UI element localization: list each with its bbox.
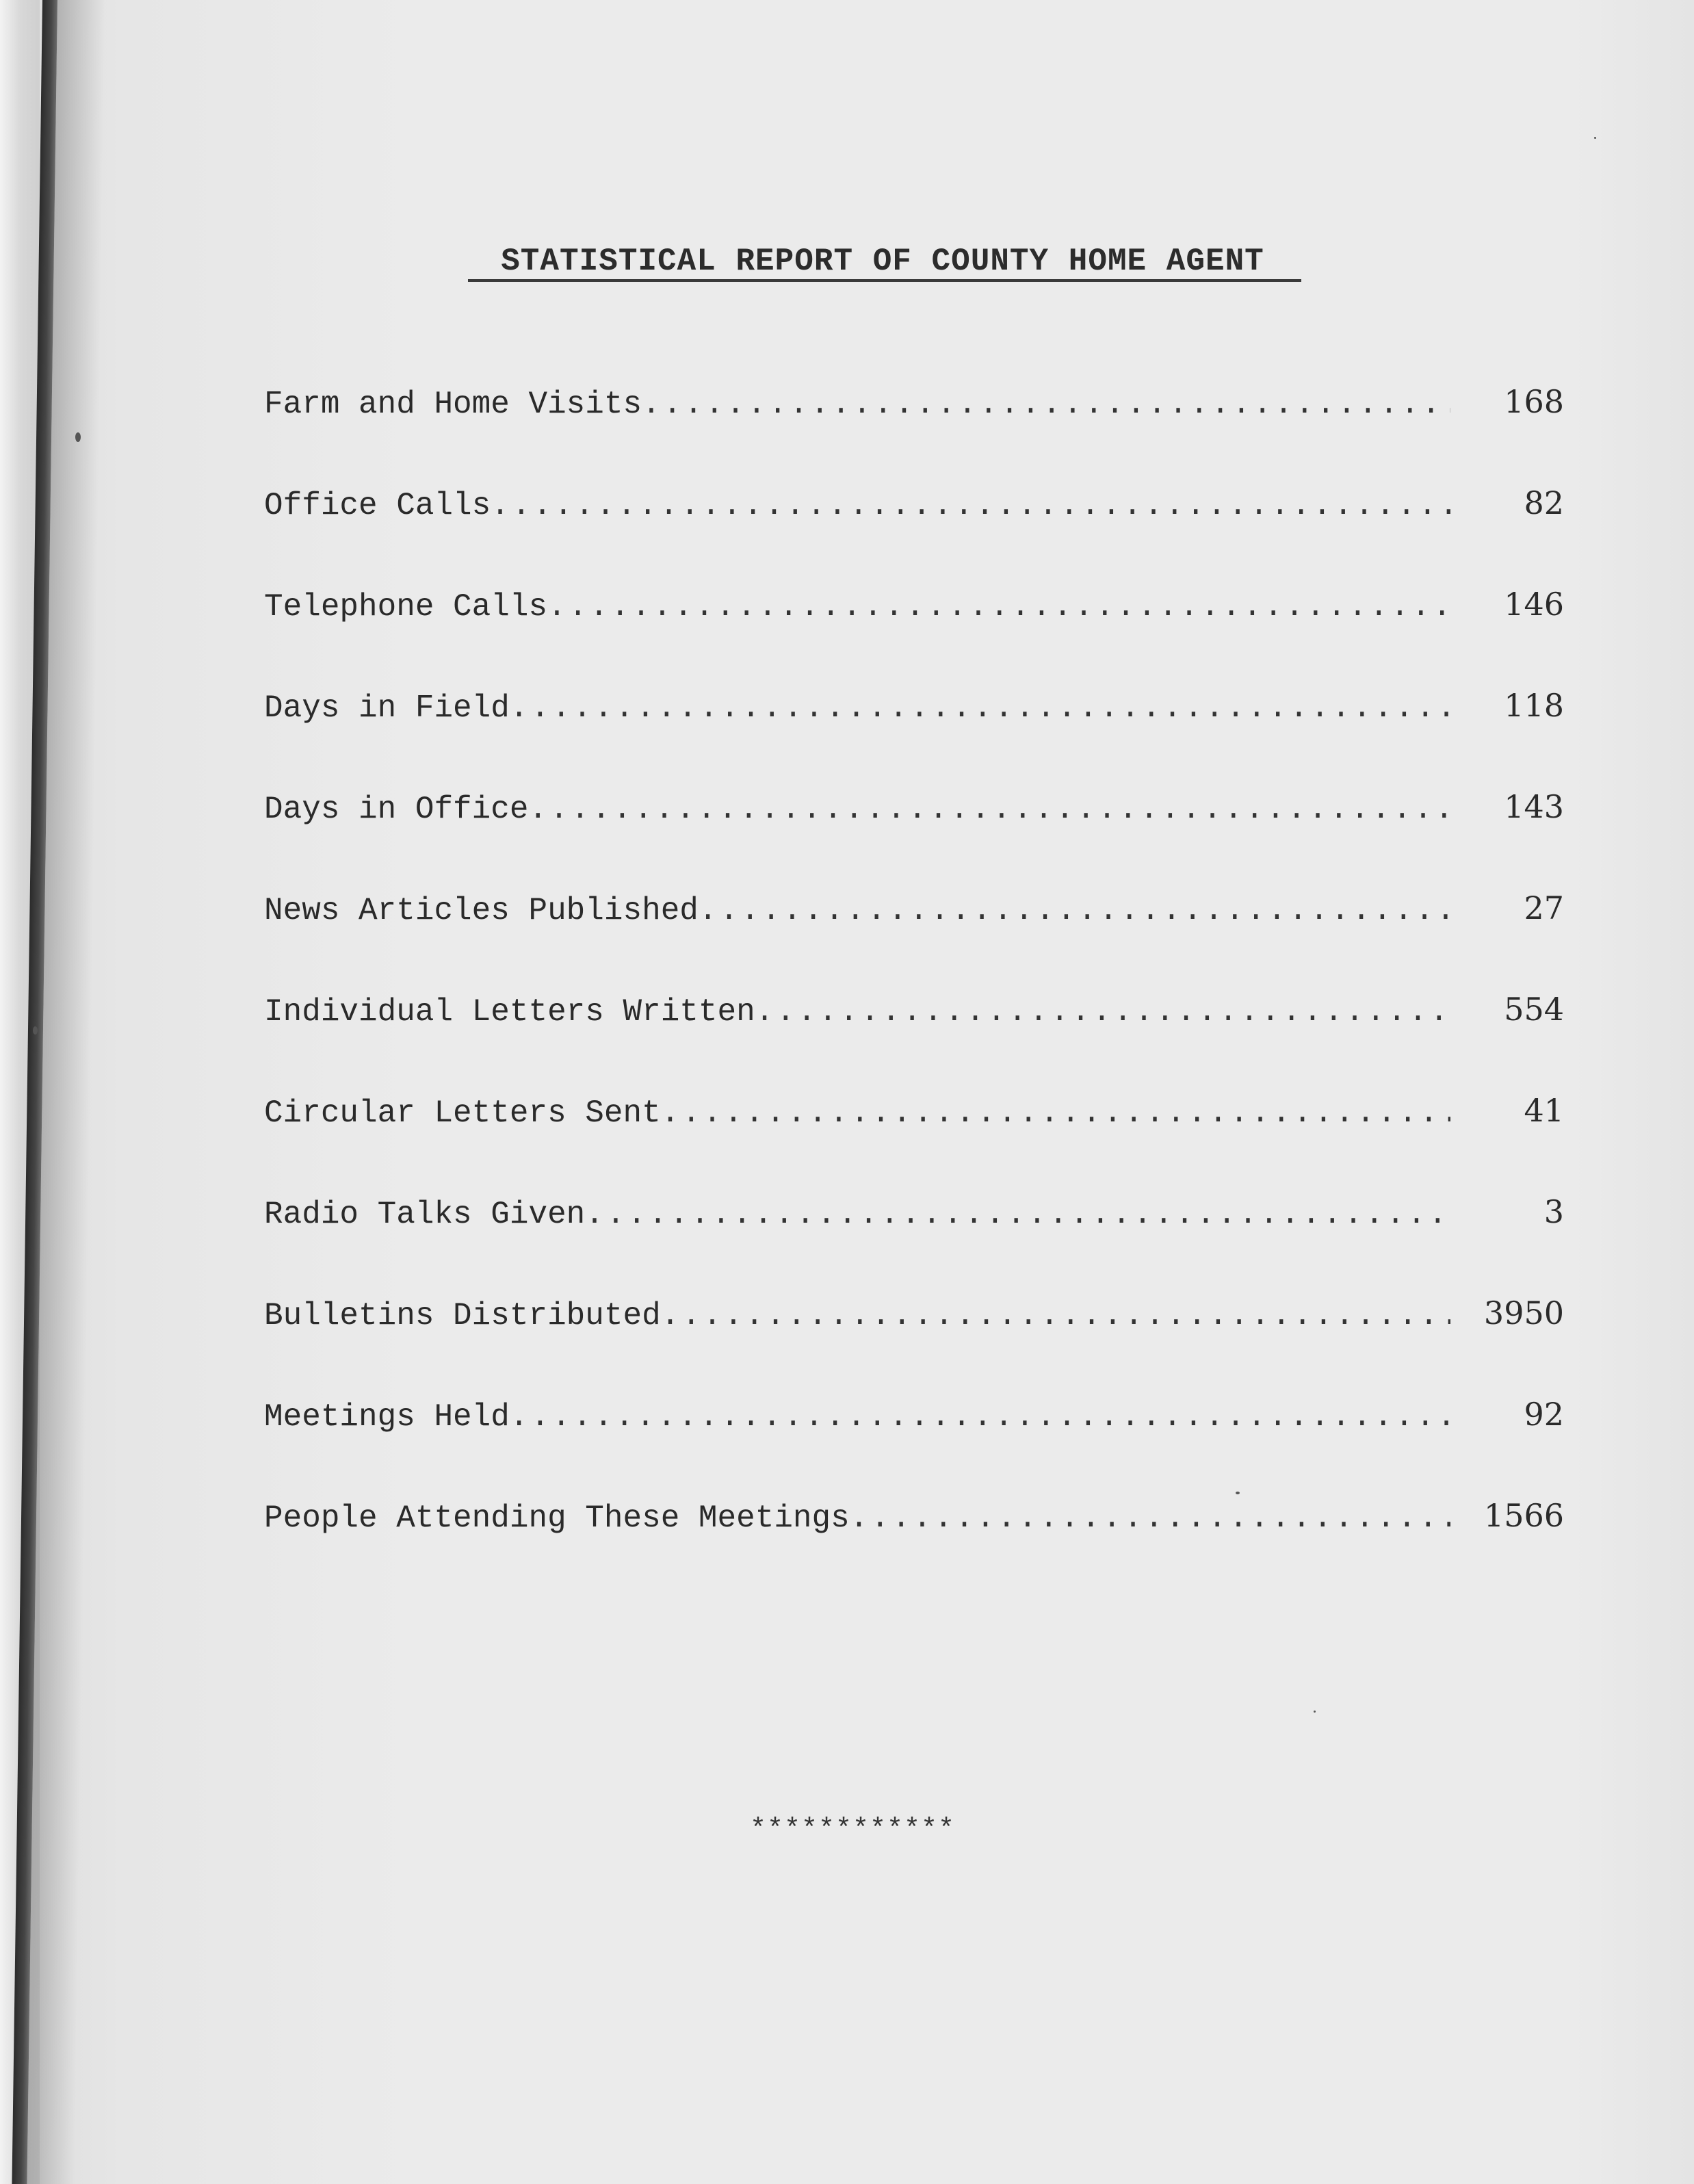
stat-label: Office Calls [264, 488, 491, 523]
stat-label: Radio Talks Given [264, 1197, 586, 1232]
dot-leader [661, 1298, 1450, 1334]
dot-leader [528, 792, 1450, 827]
stat-value: 168 [1504, 383, 1564, 420]
stat-label: Days in Field [264, 690, 510, 726]
paper-speck [1314, 1711, 1316, 1713]
dot-leader [547, 589, 1450, 625]
dot-leader [642, 387, 1450, 422]
stat-row [264, 484, 1564, 532]
stat-row [264, 687, 1564, 735]
stat-row [264, 1396, 1564, 1444]
stat-label: Farm and Home Visits [264, 387, 642, 422]
stat-label: Days in Office [264, 792, 529, 827]
paper-speck [75, 432, 81, 442]
paper-speck [1594, 137, 1596, 139]
paper-speck [1236, 1492, 1240, 1494]
stat-value: 554 [1504, 991, 1564, 1028]
dot-leader [491, 488, 1450, 523]
dot-leader [510, 1399, 1450, 1435]
stat-value: 27 [1524, 889, 1564, 926]
stat-label: Meetings Held [264, 1399, 510, 1435]
stat-value: 118 [1504, 687, 1564, 724]
dot-leader [585, 1197, 1450, 1232]
dot-leader [850, 1500, 1450, 1536]
stat-value: 92 [1524, 1396, 1564, 1433]
dot-leader [510, 690, 1450, 726]
stat-value: 146 [1504, 586, 1564, 623]
stat-value: 3950 [1483, 1295, 1564, 1331]
paper-speck [33, 1026, 38, 1035]
stat-value: 3 [1543, 1193, 1564, 1230]
stat-label: People Attending These Meetings [264, 1500, 850, 1536]
dot-leader [661, 1095, 1450, 1131]
stat-row [264, 889, 1564, 937]
stat-row [264, 586, 1564, 634]
stat-value: 1566 [1483, 1497, 1564, 1534]
stat-row [264, 1295, 1564, 1342]
stat-label: Bulletins Distributed [264, 1298, 661, 1334]
stat-row [264, 1497, 1564, 1545]
title-underline [468, 279, 1301, 282]
stat-row [264, 991, 1564, 1039]
footer-asterisks: ************ [750, 1815, 956, 1845]
stat-value: 143 [1504, 788, 1564, 825]
stat-row [264, 383, 1564, 431]
stat-row [264, 1092, 1564, 1140]
report-title: STATISTICAL REPORT OF COUNTY HOME AGENT [501, 244, 1264, 279]
dot-leader [699, 893, 1450, 928]
stat-row [264, 788, 1564, 836]
stat-label: Individual Letters Written [264, 994, 755, 1030]
stat-label: Telephone Calls [264, 589, 548, 625]
stat-value: 82 [1524, 484, 1564, 521]
stat-row [264, 1193, 1564, 1241]
dot-leader [755, 994, 1450, 1030]
stat-value: 41 [1524, 1092, 1564, 1129]
stat-label: News Articles Published [264, 893, 699, 928]
stat-label: Circular Letters Sent [264, 1095, 661, 1131]
